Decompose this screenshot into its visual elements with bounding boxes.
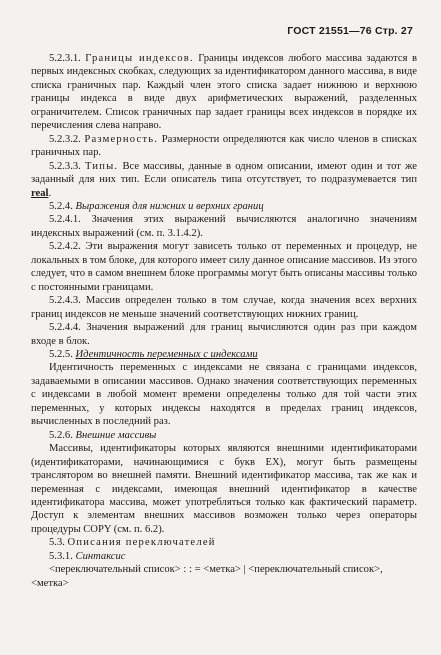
section-heading: Выражения для нижних и верхних границ xyxy=(75,200,264,212)
section-heading: Внешние массивы xyxy=(75,429,157,441)
paragraph-5-2-3-1 xyxy=(31,52,417,133)
heading-5-2-5 xyxy=(31,348,417,361)
section-number: 5.2.3.2. xyxy=(49,133,81,145)
section-heading: Идентичность переменных с индексами xyxy=(75,348,258,360)
section-heading: Описания переключателей xyxy=(67,537,216,549)
section-heading: Размерность. xyxy=(84,133,159,145)
section-number: 5.3. xyxy=(49,537,65,549)
syntax-rule: <переключательный список> : : = <метка> | <переключательный список>, <метка> xyxy=(31,564,383,589)
section-number: 5.3.1. xyxy=(49,550,73,562)
heading-5-3 xyxy=(31,536,417,549)
section-number: 5.2.3.3. xyxy=(49,160,81,172)
heading-5-2-6 xyxy=(31,429,417,442)
page-header: ГОСТ 21551—76 Стр. 27 xyxy=(287,25,413,37)
heading-5-3-1 xyxy=(31,550,417,563)
document-body xyxy=(31,52,417,590)
paragraph-5-2-6-text: Массивы, идентификаторы которых являются внешними идентификаторами (идентификаторами, начинающимися с букв EX), могут быть размещены транслятором во внешней памяти. Внешний идентификатор массива, так же как и переменная с индексами, имеющая внешний идентификатор в качестве идентификатора массива, может употребляться только как фактический параметр. Доступ к элементам внешних массивов возможен только через операторы процедуры COPY (см. п. 6.2). xyxy=(31,443,417,535)
heading-5-2-4 xyxy=(31,200,417,213)
paragraph-5-2-5-text: Идентичность переменных с индексами не связана с границами индексов, задаваемыми в описании массивов. Однако значения соответствующих переменных с индексами в любой момент времени определены только для той части этих переменных, у которых индексы находятся в пределах границ индексов, вычисленных в последний раз. xyxy=(31,362,417,428)
section-heading: Типы. xyxy=(84,160,119,172)
paragraph-5-2-4-3: 5.2.4.3. Массив определен только в том случае, когда значения всех верхних границ индексов не меньше значений соответствующих нижних границ. xyxy=(31,295,417,320)
paragraph-5-2-4-2: 5.2.4.2. Эти выражения могут зависеть только от переменных и процедур, не локальных в том блоке, для которого имеет силу данное описание массивов. Из этого следует, что в самом внешнем блоке программы могут быть описаны массивы только с постоянными границами. xyxy=(31,241,417,293)
paragraph-5-2-3-2 xyxy=(31,133,417,160)
section-heading: Границы индексов. xyxy=(85,53,194,64)
paragraph-text: Границы индексов любого массива задаются в первых индексных скобках, следующих за идентификатором данного массива, в виде списка граничных пар. Каждый член этого списка задает нижнюю и верхнюю границы индекса в виде двух арифметических выражений, разделенных ограничителем. Список граничных пар задает границы всех индексов в порядке их перечисления слева направо. xyxy=(31,53,417,132)
paragraph-5-2-3-3: 5.2.3.3. Типы. Все массивы, данные в одном описании, имеют один и тот же заданный для них тип. Если описатель типа отсутствует, то подразумевается тип real. xyxy=(31,160,417,199)
section-number: 5.2.5. xyxy=(49,348,73,360)
section-number: 5.2.4. xyxy=(49,200,73,212)
paragraph-5-2-4-4: 5.2.4.4. Значения выражений для границ вычисляются один раз при каждом входе в блок. xyxy=(31,322,417,347)
section-heading: Синтаксис xyxy=(75,550,126,562)
section-number: 5.2.6. xyxy=(49,429,73,441)
paragraph-text: Размерности определяются как число членов в списках граничных пар. xyxy=(31,133,417,159)
paragraph-text: Все массивы, данные в одном описании, имеют один и тот же заданный для них тип. Если описатель типа отсутствует, то подразумевается тип xyxy=(31,160,417,186)
section-number: 5.2.3.1. xyxy=(49,53,81,64)
keyword-real: real xyxy=(31,187,49,199)
paragraph-5-2-4-1: 5.2.4.1. Значения этих выражений вычисляются аналогично значениям индексных выражений (см. п. 3.1.4.2). xyxy=(31,214,417,239)
